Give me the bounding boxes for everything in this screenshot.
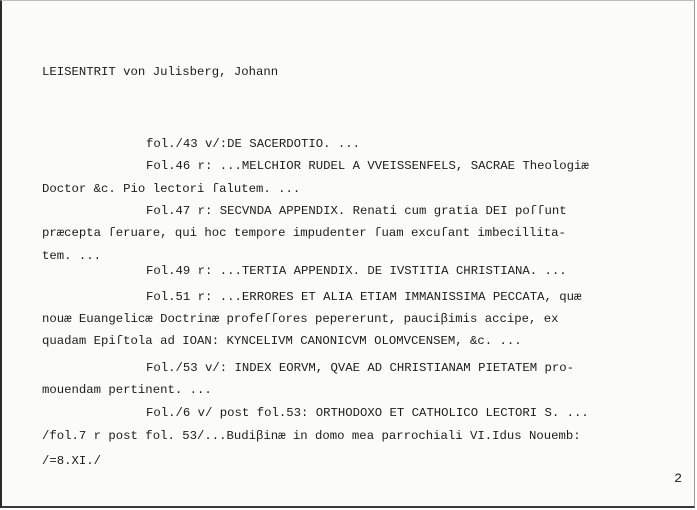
card-line: quadam Epiſtola ad IOAN: KYNCELIVM CANONICVM OLOMVCENSEM, &c. ... bbox=[42, 334, 522, 348]
card-line: Fol./53 v/: INDEX EORVM, QVAE AD CHRISTIANAM PIETATEM pro- bbox=[146, 361, 575, 375]
card-line: /=8.XI./ bbox=[42, 454, 102, 468]
card-line: Doctor &c. Pio lectori ſalutem. ... bbox=[42, 182, 301, 196]
card-line: mouendam pertinent. ... bbox=[42, 383, 212, 397]
card-line: Fol.47 r: SECVNDA APPENDIX. Renati cum gratia DEI poſſunt bbox=[146, 204, 567, 218]
card-line: nouæ Euangelicæ Doctrinæ profeſſores pepererunt, pauciβimis accipe, ex bbox=[42, 312, 559, 326]
card-line: tem. ... bbox=[42, 249, 102, 263]
card-line: Fol.49 r: ...TERTIA APPENDIX. DE IVSTITIA CHRISTIANA. ... bbox=[146, 264, 567, 278]
card-line: fol./43 v/:DE SACERDOTIO. ... bbox=[146, 137, 361, 151]
card-heading: LEISENTRIT von Julisberg, Johann bbox=[42, 65, 279, 79]
card-line: Fol.51 r: ...ERRORES ET ALIA ETIAM IMMANISSIMA PECCATA, quæ bbox=[146, 290, 582, 304]
card-line: præcepta ſeruare, qui hoc tempore impudenter ſuam excuſant imbecillita- bbox=[42, 226, 566, 240]
card-line: Fol./6 v/ post fol.53: ORTHODOXO ET CATHOLICO LECTORI S. ... bbox=[146, 406, 589, 420]
card-line: /fol.7 r post fol. 53/...Budiβinæ in domo mea parrochiali VI.Idus Nouemb: bbox=[42, 429, 581, 443]
page-number: 2 bbox=[674, 471, 682, 486]
card-line: Fol.46 r: ...MELCHIOR RUDEL A VVEISSENFELS, SACRAE Theologiæ bbox=[146, 159, 589, 173]
